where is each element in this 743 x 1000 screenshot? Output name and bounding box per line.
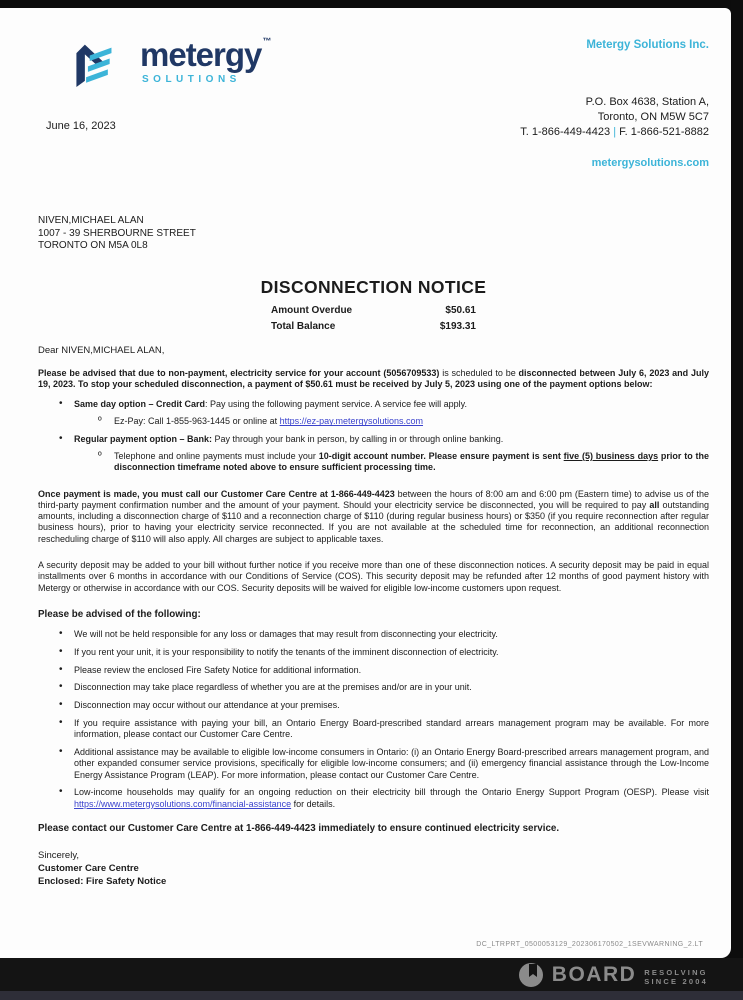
company-address [520,95,709,140]
advisory-item: • Additional assistance may be available to eligible low-income consumers in Ontario: (i) an Ontario Energy Board-prescribed arrears management program, and other expanded consumer service provisions, specifically for eligible low-income consumers; and (ii) emergency financial assistance through the Low-Income Energy Assistance Program (LEAP). For more information, please contact our Customer Care Centre. [38,747,709,781]
logo-wordmark: metergy™ [140,36,271,73]
advised-heading: Please be advised of the following: [38,608,201,620]
company-website-link[interactable]: metergysolutions.com [591,157,709,169]
watermark-tagline-line2: SINCE 2004 [644,976,708,986]
scan-edge-bottom [0,991,743,1000]
address-line-2: Toronto, ON M5W 5C7 [597,111,709,123]
watermark-tagline [644,968,708,986]
metergy-logo-icon [74,36,132,98]
logo-subtitle: SOLUTIONS [142,74,241,85]
advisory-item: • If you require assistance with paying your bill, an Ontario Energy Board-prescribed standard arrears management program may be available. For more information, please contact our Customer Care Centre. [38,718,709,741]
recipient-name: NIVEN,MICHAEL ALAN [38,215,144,226]
signoff-block [38,849,709,888]
amount-overdue-value: $50.61 [445,304,476,316]
amount-overdue-label: Amount Overdue [271,304,353,316]
header-right [520,36,709,171]
total-balance-value: $193.31 [439,320,476,332]
recipient-city: TORONTO ON M5A 0L8 [38,240,148,251]
hyperlink[interactable]: https://ez-pay.metergysolutions.com [279,416,424,427]
payment-option-bank-note: º Telephone and online payments must include your 10-digit account number. Please ensure payment is sent five (5) business days prior to the disconnection timeframe noted above to ensure sufficient processing time. [38,451,709,474]
advisory-item: • Please review the enclosed Fire Safety Notice for additional information. [38,665,709,676]
signature: Customer Care Centre [38,863,139,875]
recipient-street: 1007 - 39 SHERBOURNE STREET [38,227,196,239]
security-deposit-paragraph: A security deposit may be added to your bill without further notice if you receive more than one of these disconnection notices. A security deposit may be paid in equal installments over 6 months in accordance with our Conditions of Service (COS). This security deposit may be refunded after 12 months of good payment history with Metergy or otherwise in accordance with our COS. Security deposits will be waived for eligible low-income customers upon request. [38,560,709,593]
metergy-logo-text [140,38,269,85]
advisory-item: • Disconnection may occur without our attendance at your premises. [38,700,709,711]
watermark-tagline-line1: RESOLVING [644,967,708,977]
payment-option-bank: • Regular payment option – Bank: Pay through your bank in person, by calling in or through online banking. [38,434,709,445]
watermark-brand: BOARD [551,963,637,986]
recipient-address-block [38,215,709,253]
board-watermark-icon [518,962,544,988]
payment-option-credit-card: • Same day option – Credit Card: Pay using the following payment service. A service fee will apply. [38,399,709,410]
letter-page [0,8,731,958]
advisory-item: • We will not be held responsible for any loss or damages that may result from disconnecting your electricity. [38,629,709,640]
amounts-table [271,305,476,332]
sincerely: Sincerely, [38,850,80,862]
payment-options-list [38,399,709,473]
header-left [38,36,269,171]
notice-title: DISCONNECTION NOTICE [260,276,487,297]
enclosure-note: Enclosed: Fire Safety Notice [38,876,167,888]
payment-option-ezpay: º Ez-Pay: Call 1-855-963-1445 or online at https://ez-pay.metergysolutions.com [38,416,709,427]
closing-contact-line: Please contact our Customer Care Centre at 1-866-449-4423 immediately to ensure continued electricity service. [38,823,560,835]
document-code: DC_LTRPRT_0500053129_202306170502_1SEVWARNING_2.LT [476,941,703,948]
advisory-item: • Disconnection may take place regardless of whether you are at the premises and/or are in your unit. [38,682,709,693]
advisory-item: • If you rent your unit, it is your responsibility to notify the tenants of the imminent disconnection of electricity. [38,647,709,658]
once-payment-paragraph: Once payment is made, you must call our Customer Care Centre at 1-866-449-4423 between the hours of 8:00 am and 6:00 pm (Eastern time) to advise us of the third-party payment confirmation number and the amount of your payment. Should your electricity service be disconnected, you will be required to pay all outstanding amounts, including a disconnection charge of $110 and a reconnection charge of $110 (during regular business hours) or $350 (if you require reconnection after regular business hours), prior to having your electricity service reconnected. If you are not available at the scheduled time for reconnection, an additional reconnection rescheduling charge of $110 will also apply. All charges are subject to applicable taxes. [38,488,709,544]
intro-paragraph: Please be advised that due to non-payment, electricity service for your account (5056709533) is scheduled to be disconnected between July 6, 2023 and July 19, 2023. To stop your scheduled disconnection, a payment of $50.61 must be received by July 5, 2023 using one of the payment options below: [38,367,709,389]
salutation: Dear NIVEN,MICHAEL ALAN, [38,344,165,356]
scan-edge-right [731,0,743,958]
letter-date: June 16, 2023 [46,120,116,132]
metergy-logo [74,36,269,98]
company-name: Metergy Solutions Inc. [586,39,709,51]
total-balance-label: Total Balance [271,320,336,332]
advisories-list [38,629,709,810]
phone-fax-line: T. 1-866-449-4423 | F. 1-866-521-8882 [520,126,709,138]
letter-header [38,36,709,171]
address-line-1: P.O. Box 4638, Station A, [585,96,709,108]
trademark-symbol: ™ [262,36,271,46]
hyperlink[interactable]: https://www.metergysolutions.com/financial-assistance [74,798,292,809]
advisory-item: • Low-income households may qualify for an ongoing reduction on their electricity bill through the Ontario Energy Support Program (OESP). Please visit https://www.metergysolutions.com/financial-assistance for details. [38,787,709,810]
scan-edge-top [0,0,743,8]
